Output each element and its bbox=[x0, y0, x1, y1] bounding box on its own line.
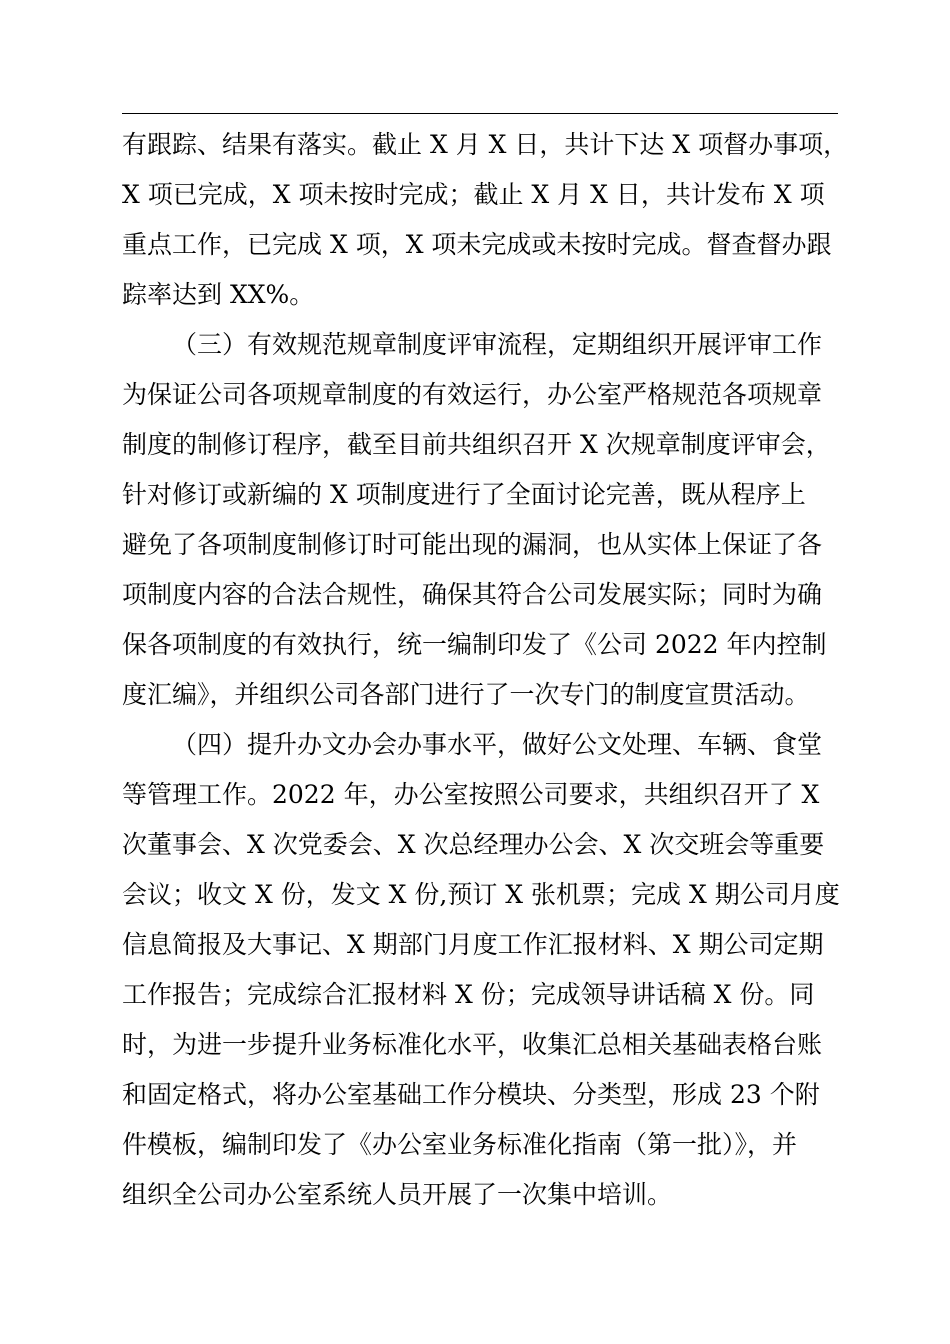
text-line: 保各项制度的有效执行，统一编制印发了《公司 2022 年内控制 bbox=[122, 630, 827, 659]
section-heading-4: （四）提升办文办会办事水平，做好公文处理、车辆、食堂 bbox=[172, 730, 823, 759]
text-line: 针对修订或新编的 X 项制度进行了全面讨论完善，既从程序上 bbox=[122, 480, 806, 509]
text-line: 制度的制修订程序，截至目前共组织召开 X 次规章制度评审会， bbox=[122, 430, 831, 459]
text-line: 度汇编》，并组织公司各部门进行了一次专门的制度宣贯活动。 bbox=[122, 680, 810, 709]
text-line: 和固定格式，将办公室基础工作分模块、分类型，形成 23 个附 bbox=[122, 1080, 820, 1109]
text-line: 工作报告；完成综合汇报材料 X 份；完成领导讲话稿 X 份。同 bbox=[122, 980, 815, 1009]
text-line: 为保证公司各项规章制度的有效运行，办公室严格规范各项规章 bbox=[122, 380, 823, 409]
text-line: 组织全公司办公室系统人员开展了一次集中培训。 bbox=[122, 1180, 673, 1209]
text-line: 次董事会、X 次党委会、X 次总经理办公会、X 次交班会等重要 bbox=[122, 830, 825, 859]
text-line: 等管理工作。2022 年，办公室按照公司要求，共组织召开了 X bbox=[122, 780, 820, 809]
text-line: 有跟踪、结果有落实。截止 X 月 X 日，共计下达 X 项督办事项， bbox=[122, 130, 849, 159]
text-line: 踪率达到 XX%。 bbox=[122, 280, 315, 309]
text-line: 信息简报及大事记、X 期部门月度工作汇报材料、X 期公司定期 bbox=[122, 930, 824, 959]
text-line: 项制度内容的合法合规性，确保其符合公司发展实际；同时为确 bbox=[122, 580, 823, 609]
text-line: 会议；收文 X 份，发文 X 份,预订 X 张机票；完成 X 期公司月度 bbox=[122, 880, 840, 909]
text-line: 避免了各项制度制修订时可能出现的漏洞，也从实体上保证了各 bbox=[122, 530, 823, 559]
text-line: 重点工作，已完成 X 项，X 项未完成或未按时完成。督查督办跟 bbox=[122, 230, 832, 259]
text-line: 件模板，编制印发了《办公室业务标准化指南（第一批）》，并 bbox=[122, 1130, 798, 1159]
section-heading-3: （三）有效规范规章制度评审流程，定期组织开展评审工作 bbox=[172, 330, 823, 359]
text-line: 时，为进一步提升业务标准化水平，收集汇总相关基础表格台账 bbox=[122, 1030, 823, 1059]
text-line: X 项已完成，X 项未按时完成；截止 X 月 X 日，共计发布 X 项 bbox=[122, 180, 825, 209]
